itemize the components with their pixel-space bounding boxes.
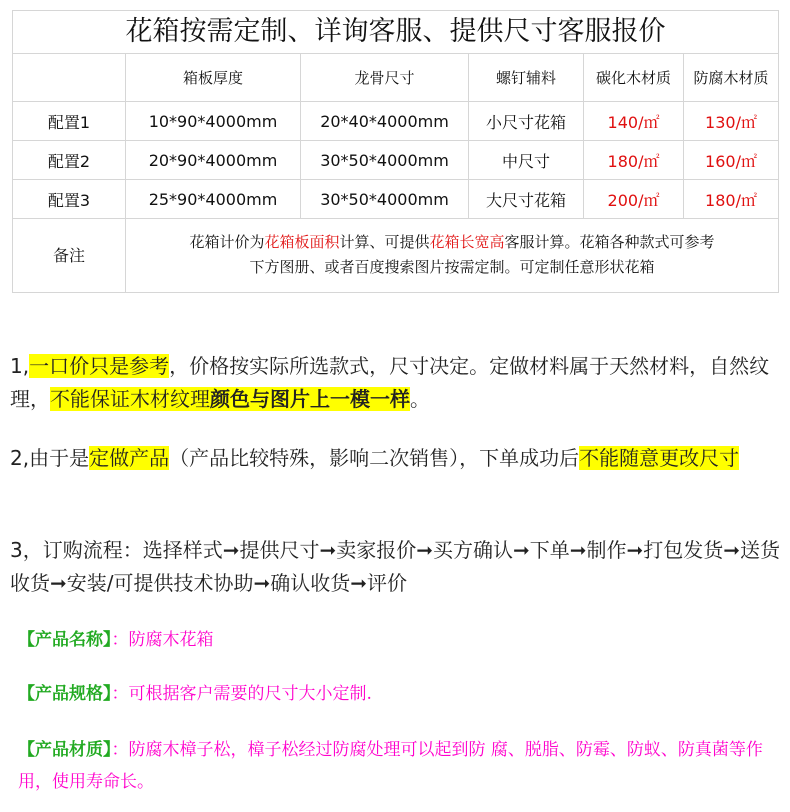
price-table bbox=[12, 10, 779, 293]
row-carbon-price: 180/㎡ bbox=[584, 141, 684, 179]
row-board: 10*90*4000mm bbox=[126, 102, 301, 140]
header-cell-carbonized: 碳化木材质 bbox=[584, 54, 684, 101]
row-carbon-price: 140/㎡ bbox=[584, 102, 684, 140]
table-row bbox=[13, 180, 778, 219]
product-spec-value: ：可根据客户需要的尺寸大小定制. bbox=[111, 684, 372, 704]
row-screw: 小尺寸花箱 bbox=[469, 102, 584, 140]
row-screw: 大尺寸花箱 bbox=[469, 180, 584, 218]
row-keel: 20*40*4000mm bbox=[301, 102, 469, 140]
row-name: 配置1 bbox=[13, 102, 126, 140]
row-board: 20*90*4000mm bbox=[126, 141, 301, 179]
row-keel: 30*50*4000mm bbox=[301, 141, 469, 179]
product-material-line bbox=[18, 734, 778, 798]
row-name: 配置3 bbox=[13, 180, 126, 218]
note-text bbox=[126, 217, 778, 292]
point-prefix: 1, bbox=[10, 354, 30, 378]
table-title: 花箱按需定制、详询客服、提供尺寸客服报价 bbox=[13, 11, 778, 54]
notice-point-1 bbox=[10, 350, 782, 416]
row-screw: 中尺寸 bbox=[469, 141, 584, 179]
note-row bbox=[13, 217, 778, 292]
notice-point-2 bbox=[10, 442, 782, 475]
header-cell-board-thickness: 箱板厚度 bbox=[126, 54, 301, 101]
note-emphasis: 花箱板面积 bbox=[264, 232, 340, 251]
product-name-line bbox=[18, 624, 778, 656]
header-cell-empty bbox=[13, 54, 126, 101]
product-material-value: ：防腐木樟子松，樟子松经过防腐处理可以起到防 腐、脱脂、防霉、防蚁、防真菌等作用，使用寿命长。 bbox=[18, 740, 763, 792]
table-row bbox=[13, 141, 778, 180]
table-row bbox=[13, 102, 778, 141]
note-part: 客服计算。花箱各种款式可参考 bbox=[504, 232, 715, 251]
note-label: 备注 bbox=[13, 217, 126, 292]
header-cell-screw: 螺钉辅料 bbox=[469, 54, 584, 101]
point-highlight: 不能保证木材纹理 bbox=[50, 387, 210, 411]
note-part: 计算、可提供 bbox=[339, 232, 430, 251]
point-highlight: 定做产品 bbox=[89, 446, 170, 470]
header-cell-keel-size: 龙骨尺寸 bbox=[301, 54, 469, 101]
row-antiseptic-price: 130/㎡ bbox=[705, 112, 757, 132]
point-prefix: 2,由于是 bbox=[10, 446, 90, 470]
row-carbon-price: 200/㎡ bbox=[584, 180, 684, 218]
note-part: 下方图册、或者百度搜索图片按需定制。可定制任意形状花箱 bbox=[249, 257, 655, 276]
header-cell-antiseptic: 防腐木材质 bbox=[693, 69, 769, 87]
row-antiseptic-price: 180/㎡ bbox=[705, 190, 757, 210]
point-text: 。 bbox=[410, 387, 430, 411]
point-highlight: 一口价只是参考 bbox=[29, 354, 170, 378]
product-spec-line bbox=[18, 678, 778, 710]
point-text: ，价格按实际所选款式，尺寸决定。定做材料属于天然材料，自然纹理， bbox=[10, 354, 770, 411]
row-antiseptic-price: 160/㎡ bbox=[705, 151, 757, 171]
product-spec-label: 【产品规格】 bbox=[18, 684, 112, 704]
point-text: （产品比较特殊，影响二次销售），下单成功后 bbox=[169, 446, 580, 470]
table-header-row bbox=[13, 54, 778, 102]
order-process-text: 3，订购流程：选择样式➞提供尺寸➞卖家报价➞买方确认➞下单➞制作➞打包发货➞送货收货➞安装/可提供技术协助➞确认收货➞评价 bbox=[10, 538, 781, 595]
note-emphasis: 花箱长宽高 bbox=[429, 232, 505, 251]
row-keel: 30*50*4000mm bbox=[301, 180, 469, 218]
product-material-label: 【产品材质】 bbox=[18, 740, 112, 760]
product-name-value: ：防腐木花箱 bbox=[111, 630, 214, 650]
notice-point-3 bbox=[10, 534, 782, 600]
product-name-label: 【产品名称】 bbox=[18, 630, 112, 650]
point-highlight: 不能随意更改尺寸 bbox=[579, 446, 740, 470]
row-board: 25*90*4000mm bbox=[126, 180, 301, 218]
note-part: 花箱计价为 bbox=[189, 232, 265, 251]
row-name: 配置2 bbox=[13, 141, 126, 179]
point-highlight-bold: 颜色与图片上一模一样 bbox=[210, 387, 410, 411]
